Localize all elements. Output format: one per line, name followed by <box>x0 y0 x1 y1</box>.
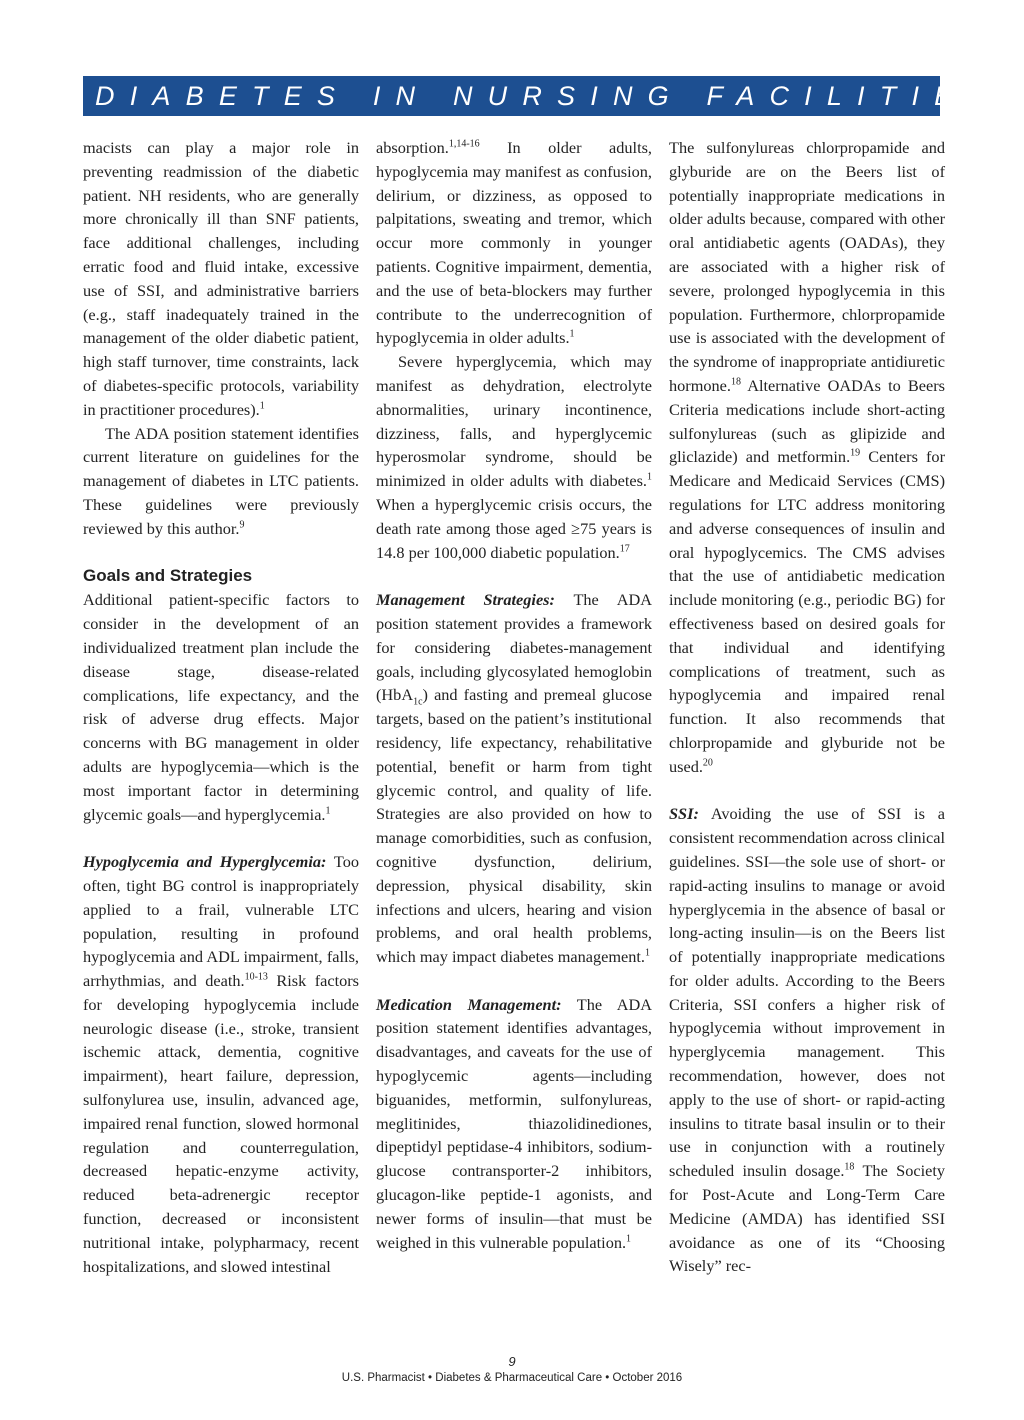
page-number: 9 <box>508 1354 516 1369</box>
paragraph: Management Strategies: The ADA position statement provides a framework for considering diabetes-management goals, including glycosylated hemoglobin (HbA$_{1c}$) and fasting and premeal glucose targets, based on the patient’s institutional residency, life expectancy, rehabilitative potential, benefit or harm from tight glycemic control, and quality of life. Strategies are also provided on how to manage comorbidities, such as confusion, cognitive dysfunction, delirium, depression, physical disability, skin infections and ulcers, hearing and vision problems, and oral health problems, which may impact diabetes management.$^1$ <box>376 590 652 967</box>
section-banner: DIABETES IN NURSING FACILITIES <box>83 76 940 116</box>
subheading: Hypoglycemia and Hyperglycemia: <box>83 852 327 872</box>
column-2 <box>376 136 652 1254</box>
paragraph: Medication Management: The ADA position statement identifies advantages, disadvantages, and caveats for the use of hypoglycemic agents—including biguanides, metformin, sulfonylureas, meglitinides, thiazolidinediones, dipeptidyl peptidase-4 inhibitors, sodium-glucose contransporter-2 inhibitors, glucagon-like peptide-1 agonists, and newer forms of insulin—that must be weighed in this vulnerable population.$^1$ <box>376 994 652 1252</box>
paragraph: The ADA position statement identifies current literature on guidelines for the management of diabetes in LTC patients. These guidelines were previously reviewed by this author.$^9$ <box>83 423 359 538</box>
paragraph: macists can play a major role in preventing readmission of the diabetic patient. NH residents, who are generally more chronically ill than SNF patients, face additional challenges, including erratic food and fluid intake, excessive use of SSI, and administrative barriers (e.g., staff inadequately trained in the management of the older diabetic patient, high staff turnover, time constraints, lack of diabetes-specific protocols, variability in practitioner procedures).$^1$ <box>83 138 359 419</box>
paragraph: Severe hyperglycemia, which may manifest as dehydration, electrolyte abnormalities, urinary incontinence, dizziness, falls, and hyperglycemic hyperosmolar syndrome, should be minimized in older adults with diabetes.$^1$ When a hyperglycemic crisis occurs, the death rate among those aged ≥75 years is 14.8 per 100,000 diabetic population.$^{17}$ <box>376 352 652 562</box>
subheading: SSI: <box>669 804 699 824</box>
column-1 <box>83 136 359 1278</box>
column-3 <box>669 136 945 1278</box>
footer-citation: U.S. Pharmacist • Diabetes & Pharmaceutical Care • October 2016 <box>341 1372 683 1384</box>
paragraph: Additional patient-specific factors to consider in the development of an individualized treatment plan include the disease stage, disease-related complications, life expectancy, and the risk of adverse drug effects. Major concerns with BG management in older adults are hypoglycemia—which is the most important factor in determining glycemic goals—and hyperglycemia.$^1$ <box>83 590 359 824</box>
subheading: Medication Management: <box>376 994 562 1014</box>
subheading: Management Strategies: <box>376 590 555 610</box>
paragraph: The sulfonylureas chlorpropamide and glyburide are on the Beers list of potentially inappropriate medications in older adults because, compared with other oral antidiabetic agents (OADAs), they are associated with a higher risk of severe, prolonged hypoglycemia in this population. Furthermore, chlorpropamide use is associated with the development of the syndrome of inappropriate antidiuretic hormone.$^{18}$ Alternative OADAs to Beers Criteria medications include short-acting sulfonylureas (such as glipizide and gliclazide) and metformin.$^{19}$ Centers for Medicare and Medicaid Services (CMS) regulations for LTC address monitoring and adverse consequences of insulin and oral hypoglycemics. The CMS advises that the use of antidiabetic medication include monitoring (e.g., periodic BG) for effectiveness based on desired goals for that individual and identifying complications of treatment, such as hypoglycemia and impaired renal function. It also recommends that chlorpropamide and glyburide not be used.$^{20}$ <box>669 138 945 776</box>
paragraph: Hypoglycemia and Hyperglycemia: Too often, tight BG control is inappropriately applied to a frail, vulnerable LTC population, resulting in profound hypoglycemia and ADL impairment, falls, arrhythmias, and death.$^{10-13}$ Risk factors for developing hypoglycemia include neurologic disease (i.e., stroke, transient ischemic attack, dementia, cognitive impairment), heart failure, depression, sulfonylurea use, insulin, advanced age, impaired renal function, slowed hormonal regulation and counterregulation, decreased hepatic-enzyme activity, reduced beta-adrenergic receptor function, decreased or inconsistent nutritional intake, polypharmacy, recent hospitalizations, and slowed intestinal <box>83 852 360 1276</box>
paragraph: absorption.$^{1,14-16}$ In older adults, hypoglycemia may manifest as confusion, delirium, or dizziness, as opposed to palpitations, sweating and tremor, which occur more commonly in younger patients. Cognitive impairment, dementia, and the use of beta-blockers may further contribute to the underrecognition of hypoglycemia in older adults.$^1$ <box>376 138 652 348</box>
paragraph: SSI: Avoiding the use of SSI is a consistent recommendation across clinical guidelines. SSI—the sole use of short- or rapid-acting insulins to manage or avoid hyperglycemia in the absence of basal or long-acting insulin—is on the Beers list of potentially inappropriate medications for older adults. According to the Beers Criteria, SSI confers a higher risk of hypoglycemia without improvement in hyperglycemia management. This recommendation, however, does not apply to the use of short- or rapid-acting insulins to titrate basal insulin or to their use in conjunction with a routinely scheduled insulin dosage.$^{18}$ The Society for Post-Acute and Long-Term Care Medicine (AMDA) has identified SSI avoidance as one of its “Choosing Wisely” rec- <box>669 804 945 1276</box>
section-heading: Goals and Strategies <box>83 566 253 586</box>
